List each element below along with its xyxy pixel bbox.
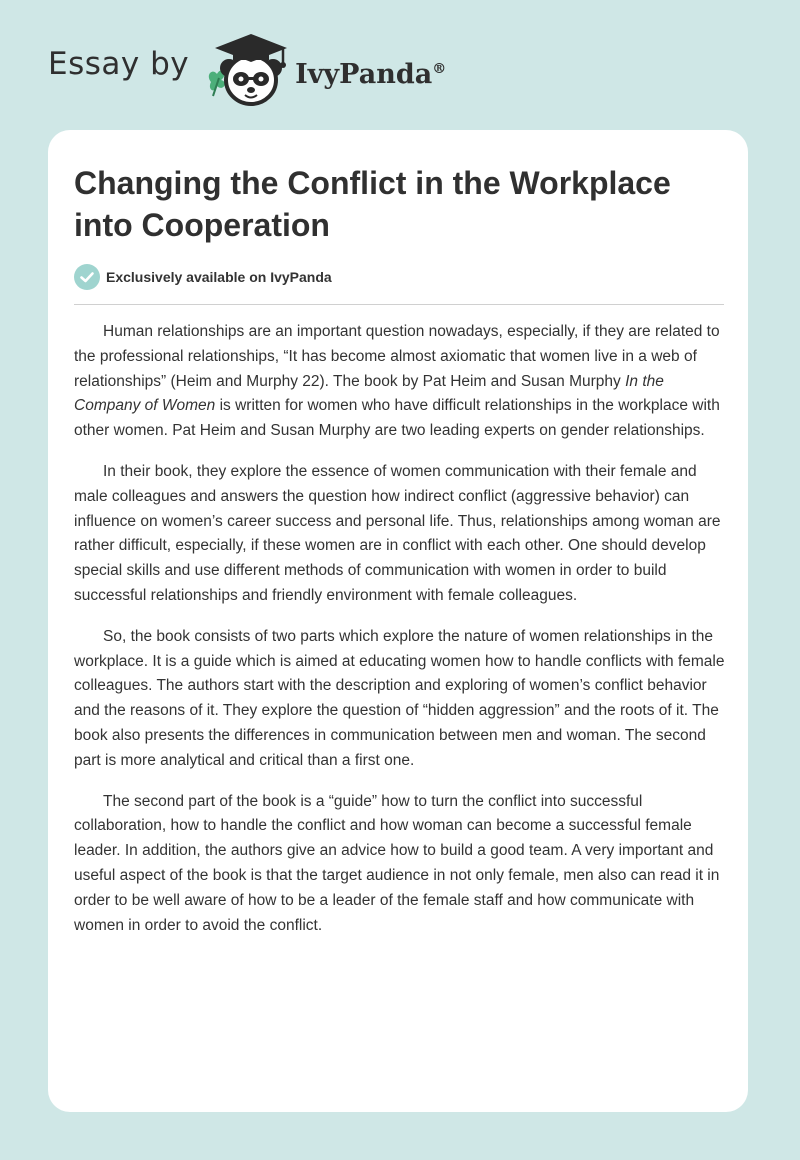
paragraph-4: The second part of the book is a “guide” how to turn the conflict into successful collaboration, how to handle the conflict and how woman can become a successful female leader. In addition, the authors give an advice how to build a good team. A very important and useful aspect of the book is that the target audience in not only female, men also can read it in order to be well aware of how to be a leader of the female staff and how communicate with women in order to avoid the conflict. bbox=[74, 792, 720, 934]
paragraph-1-text-b: is written for women who have difficult relationships in the workplace with other women. Pat Heim and Susan Murphy are two leading experts on gender relationships. bbox=[74, 397, 720, 440]
paragraph-1 bbox=[74, 320, 726, 444]
essay-title: Changing the Conflict in the Workplace into Cooperation bbox=[74, 165, 671, 243]
site-header bbox=[48, 30, 446, 110]
brand-name: IvyPanda bbox=[295, 58, 433, 90]
paragraph-3: So, the book consists of two parts which explore the nature of women relationships in the workplace. It is a guide which is aimed at educating women how to handle conflicts with female colleagues. The authors start with the description and exploring of women’s conflict behavior and the reasons of it. They explore the question of “hidden aggression” and the roots of it. The book also presents the differences in communication between men and woman. The second part is more analytical and critical than a first one. bbox=[74, 627, 725, 769]
check-circle-icon bbox=[74, 264, 100, 290]
book-title: In the Company of Women bbox=[74, 372, 664, 415]
divider bbox=[74, 304, 724, 305]
essay-by-label: Essay by bbox=[48, 46, 190, 82]
panda-graduate-icon[interactable] bbox=[203, 30, 291, 110]
ivypanda-logo-text[interactable] bbox=[295, 59, 446, 90]
exclusive-badge bbox=[74, 264, 332, 290]
essay-body bbox=[74, 320, 726, 954]
paragraph-1-text-a: Human relationships are an important question nowadays, especially, if they are related to the professional relationships, “It has become almost axiomatic that women live in a web of relationships” (Heim and Murphy 22). The book by Pat Heim and Susan Murphy bbox=[74, 323, 720, 390]
essay-card bbox=[48, 130, 748, 1112]
registered-mark: ® bbox=[432, 60, 447, 77]
exclusive-label: Exclusively available on IvyPanda bbox=[106, 269, 332, 285]
paragraph-2: In their book, they explore the essence of women communication with their female and male colleagues and answers the question how indirect conflict (aggressive behavior) can influence on women’s career success and personal life. Thus, relationships among woman are rather difficult, especially, if these women are in conflict with each other. One should develop special skills and use different methods of communication with women in order to build successful relationships and friendly environment with female colleagues. bbox=[74, 462, 721, 604]
